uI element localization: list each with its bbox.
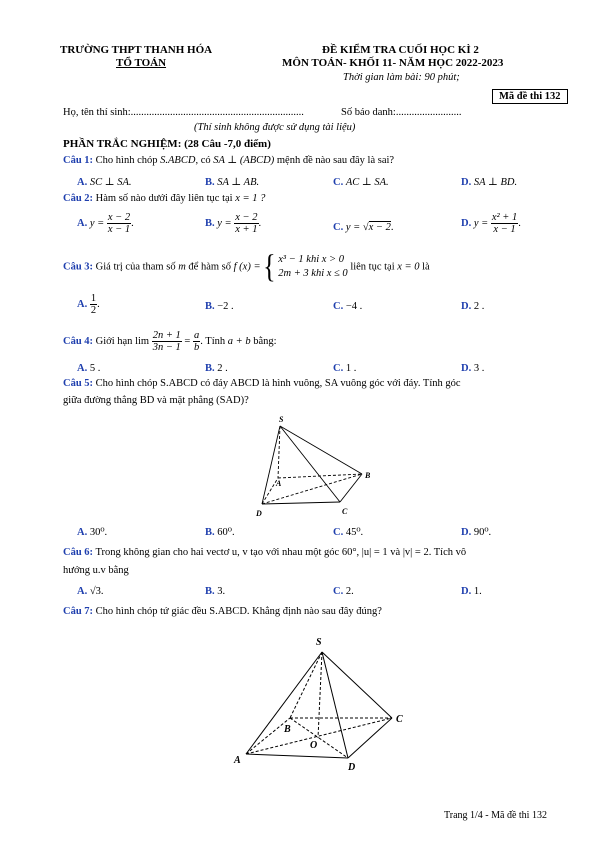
- q2-option-b[interactable]: B. y = $\frac{x - 2}{x + 1}$ .: [205, 212, 262, 236]
- q5-option-d[interactable]: D. 90⁰.: [461, 527, 492, 538]
- fig1-label-a: A: [276, 479, 282, 488]
- q4-option-d[interactable]: D. 3 .: [461, 363, 485, 374]
- question-4: Câu 4: Giới hạn lim $\frac{2n + 1}{3n - 1}$ = $\frac{a}{b}$ . Tính a + b bằng:: [63, 330, 277, 354]
- q3-option-d[interactable]: D. 2 .: [461, 301, 485, 312]
- q3-a-fraction: $\frac{1}{2}$: [90, 293, 97, 317]
- q2-option-c[interactable]: C. y = √x − 2.: [333, 222, 394, 233]
- student-id-line: Số báo danh:.........................: [341, 107, 462, 118]
- question-7: Câu 7: Cho hình chóp tứ giác đều S.ABCD. Khẳng định nào sau đây đúng?: [63, 606, 382, 617]
- question-6-label: Câu 6:: [63, 547, 94, 558]
- q4-limit-fraction: $\frac{2n + 1}{3n - 1}$: [152, 330, 181, 354]
- question-4-label: Câu 4:: [63, 335, 94, 347]
- fig1-label-c: C: [342, 507, 348, 516]
- q3-option-a[interactable]: A. $\frac{1}{2}$ .: [77, 293, 100, 317]
- fig2-label-s: S: [316, 637, 322, 648]
- department-name: TỔ TOÁN: [116, 57, 167, 69]
- sqrt-sign: √: [362, 222, 369, 233]
- q6-option-d[interactable]: D. 1.: [461, 586, 482, 597]
- exam-code-box: Mã đề thi 132: [492, 89, 568, 104]
- q4-option-c[interactable]: C. 1 .: [333, 363, 357, 374]
- q4-option-b[interactable]: B. 2 .: [205, 363, 228, 374]
- q1-option-a[interactable]: A. SC ⊥ SA.: [77, 177, 132, 188]
- fig1-label-b: B: [365, 471, 371, 480]
- no-materials-note: (Thí sinh không được sử dụng tài liệu): [194, 122, 356, 133]
- question-2-label: Câu 2:: [63, 193, 94, 204]
- fig2-label-c: C: [396, 714, 403, 725]
- question-5-label: Câu 5:: [63, 378, 94, 389]
- q2-option-d[interactable]: D. y = $\frac{\text{x² + 1}}{x - 1}$ .: [461, 212, 521, 236]
- fig1-label-s: S: [279, 415, 284, 424]
- pyramid-figure-1: [250, 412, 380, 522]
- q4-result-fraction: $\frac{a}{b}$: [193, 330, 200, 354]
- fig2-label-b: B: [284, 724, 291, 735]
- question-6-line-2: hướng u.v bằng: [63, 565, 129, 576]
- fig2-label-d: D: [348, 762, 356, 772]
- school-name: TRƯỜNG THPT THANH HÓA: [60, 44, 213, 56]
- question-5-line-2: giữa đường thẳng BD và mặt phẳng (SAD)?: [63, 395, 249, 406]
- question-6: Câu 6: Trong không gian cho hai vectơ u, v tạo với nhau một góc 60°, |u| = 1 và |v| = 2. Tích vô: [63, 547, 467, 558]
- fig1-label-d: D: [256, 509, 262, 518]
- q6-option-c[interactable]: C. 2.: [333, 586, 354, 597]
- piecewise-cases: x³ − 1 khi x > 0 2m + 3 khi x ≤ 0: [278, 254, 348, 280]
- q5-option-c[interactable]: C. 45⁰.: [333, 527, 364, 538]
- q6-option-b[interactable]: B. 3.: [205, 586, 226, 597]
- section-title: PHẦN TRẮC NGHIỆM: (28 Câu -7,0 điểm): [63, 138, 271, 150]
- q1-option-b[interactable]: B. SA ⊥ AB.: [205, 177, 260, 188]
- exam-subject: MÔN TOÁN- KHỐI 11- NĂM HỌC 2022-2023: [282, 57, 504, 69]
- q2-option-a[interactable]: A. y = $\frac{x - 2}{x - 1}$ .: [77, 212, 134, 236]
- fig2-label-a: A: [234, 755, 241, 766]
- q1-option-c[interactable]: C. AC ⊥ SA.: [333, 177, 389, 188]
- question-3-label: Câu 3:: [63, 261, 94, 273]
- q2-d-fraction: $\frac{\text{x² + 1}}{x - 1}$: [491, 212, 518, 236]
- q6-option-a[interactable]: A. √3.: [77, 586, 104, 597]
- question-7-label: Câu 7:: [63, 606, 94, 617]
- page-footer: Trang 1/4 - Mã đề thi 132: [444, 810, 547, 821]
- question-2: Câu 2: Hàm số nào dưới đây liên tục tại x = 1 ?: [63, 193, 266, 204]
- q2-b-fraction: $\frac{x - 2}{x + 1}$: [235, 212, 258, 236]
- fig2-label-o: O: [310, 740, 318, 751]
- exam-title: ĐỀ KIỂM TRA CUỐI HỌC KÌ 2: [322, 44, 479, 56]
- question-3: Câu 3: Giá trị của tham số m để hàm số f (x) = { x³ − 1 khi x > 0 2m + 3 khi x ≤ 0 liên tục tại x = 0 là: [63, 248, 430, 285]
- q2-a-fraction: $\frac{x - 2}{x - 1}$: [107, 212, 131, 236]
- q4-option-a[interactable]: A. 5 .: [77, 363, 101, 374]
- question-1-label: Câu 1:: [63, 155, 94, 166]
- q5-option-b[interactable]: B. 60⁰.: [205, 527, 235, 538]
- q1-option-d[interactable]: D. SA ⊥ BD.: [461, 177, 518, 188]
- q5-option-a[interactable]: A. 30⁰.: [77, 527, 108, 538]
- question-5: Câu 5: Cho hình chóp S.ABCD có đáy ABCD là hình vuông, SA vuông góc với đáy. Tính góc: [63, 378, 461, 389]
- exam-time: Thời gian làm bài: 90 phút;: [343, 72, 460, 83]
- pyramid-figure-2: [230, 632, 410, 772]
- student-name-line: Họ, tên thí sinh:..................................................................: [63, 107, 304, 118]
- question-1: Câu 1: Cho hình chóp S.ABCD, có SA ⊥ (ABCD) mệnh đề nào sau đây là sai?: [63, 155, 395, 166]
- piecewise-brace: {: [263, 248, 276, 285]
- q3-option-c[interactable]: C. −4 .: [333, 301, 363, 312]
- q3-option-b[interactable]: B. −2 .: [205, 301, 234, 312]
